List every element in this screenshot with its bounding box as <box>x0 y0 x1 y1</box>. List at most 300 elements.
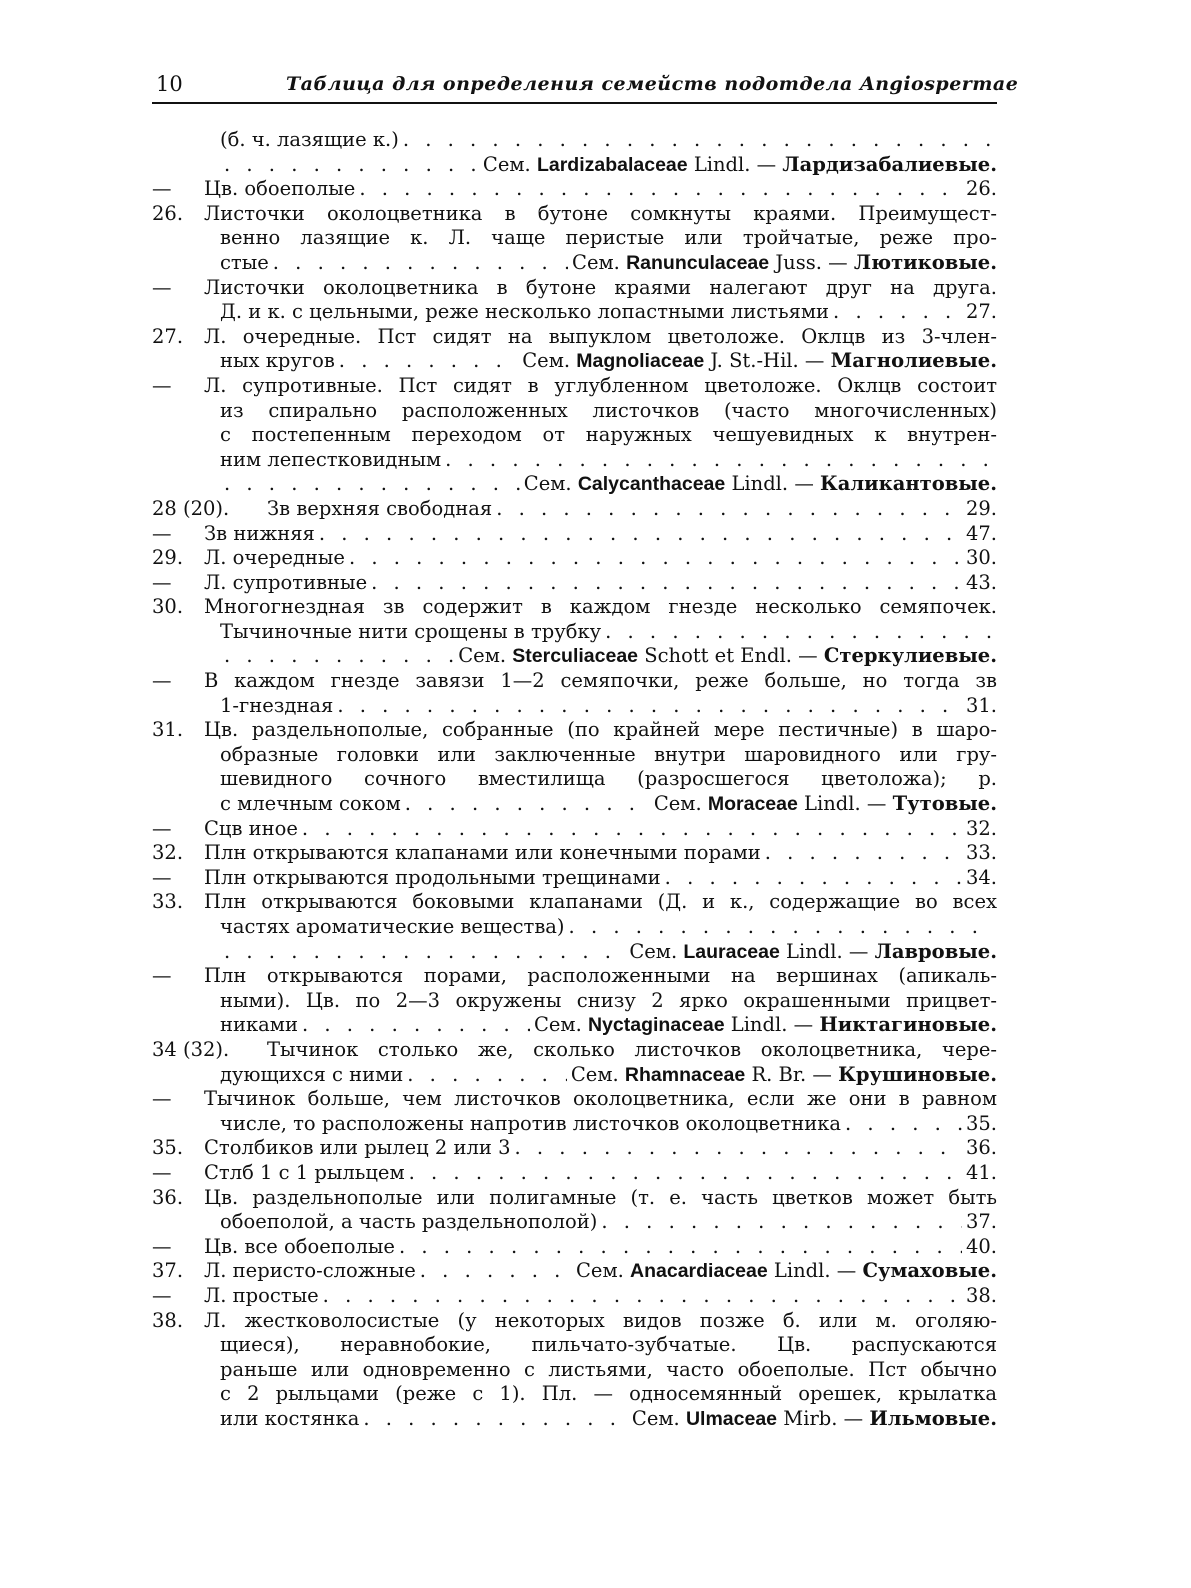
lead-text: Плн открываются клапанами или конечными порами <box>204 841 761 865</box>
line-text <box>267 497 997 522</box>
dot-leader <box>445 448 993 473</box>
dot-leader <box>323 1284 962 1309</box>
line-target <box>458 644 997 669</box>
key-line <box>152 128 997 153</box>
line-text <box>220 620 997 645</box>
family-russian-name: Сумаховые. <box>862 1259 997 1283</box>
couplet-number: — <box>152 816 172 840</box>
family-russian-name: Никтагиновые. <box>819 1013 997 1037</box>
line-text <box>220 128 997 153</box>
key-line <box>152 940 997 965</box>
dot-leader <box>224 940 625 965</box>
line-target <box>966 522 997 547</box>
line-text <box>204 177 997 202</box>
family-authority: Juss. — <box>775 250 848 274</box>
lead-text: Плн открываются боковыми клапанами (Д. и к., содержащие во всех <box>204 890 997 914</box>
key-line <box>152 325 997 350</box>
family-authority: Lindl. — <box>773 1259 857 1283</box>
dot-leader <box>420 1259 572 1284</box>
family-russian-name: Крушиновые. <box>838 1062 997 1086</box>
couplet-number: — <box>152 964 172 988</box>
lead-text: стые <box>220 250 269 274</box>
line-text <box>204 669 997 694</box>
line-target <box>966 571 997 596</box>
key-line <box>152 177 997 202</box>
lead-text: частях ароматические вещества) <box>220 915 565 938</box>
key-line <box>152 915 997 940</box>
page-header <box>152 72 1019 104</box>
key-line <box>152 251 997 276</box>
line-text <box>220 472 997 497</box>
key-line <box>152 571 997 596</box>
lead-text: Л. жестковолосистые (у некоторых видов позже б. или м. оголяю- <box>204 1308 997 1332</box>
lead-text: шевидного сочного вместилища (разросшегося цветоложа); р. <box>220 767 997 791</box>
target-ref: 29. <box>965 496 997 520</box>
family-latin-name: Lardizabalaceae <box>536 153 688 176</box>
line-text <box>204 1161 997 1186</box>
key-line <box>152 1038 997 1063</box>
line-text <box>220 1210 997 1235</box>
lead-text: Л. простые <box>204 1283 319 1307</box>
couplet-number: 30. <box>152 595 184 619</box>
family-latin-name: Calycanthaceae <box>577 473 726 496</box>
family-russian-name: Стеркулиевые. <box>823 644 997 668</box>
line-text <box>220 1407 997 1432</box>
dot-leader <box>224 153 479 178</box>
couplet-number: 35. <box>152 1136 184 1160</box>
lead-text: с 2 рыльцами (реже с 1). Пл. — односемянный орешек, крылатка <box>220 1382 997 1406</box>
key-line <box>152 1309 997 1334</box>
line-target <box>966 1161 997 1186</box>
line-text <box>220 644 997 669</box>
dot-leader <box>403 128 993 153</box>
key-line <box>152 522 997 547</box>
line-target <box>966 1136 997 1161</box>
lead-text: Тычинок столько же, сколько листочков околоцветника, чере- <box>267 1037 997 1061</box>
family-latin-name: Ranunculaceae <box>626 251 770 274</box>
family-russian-name: Лардизабалиевые. <box>782 152 997 176</box>
target-ref: Сем. <box>523 472 572 496</box>
target-ref: 34. <box>965 865 997 889</box>
family-authority: Lindl. — <box>786 939 869 963</box>
family-russian-name: Магнолиевые. <box>830 349 997 373</box>
dot-leader <box>319 522 962 547</box>
line-target <box>966 300 997 325</box>
line-text <box>220 767 997 792</box>
target-ref: Сем. <box>482 152 531 176</box>
dot-leader <box>363 1407 628 1432</box>
dot-leader <box>359 177 962 202</box>
dot-leader <box>665 866 962 891</box>
line-target <box>966 817 997 842</box>
line-text <box>204 595 997 620</box>
line-text <box>204 817 997 842</box>
lead-text: щиеся), неравнобокие, пильчато-зубчатые. Цв. распускаются <box>220 1333 997 1357</box>
lead-text: числе, то расположены напротив листочков околоцветника <box>220 1111 842 1135</box>
couplet-number: — <box>152 669 172 693</box>
couplet-number: 27. <box>152 324 184 348</box>
lead-text: Л. супротивные <box>204 570 368 594</box>
couplet-number: 32. <box>152 841 184 865</box>
key-line <box>152 349 997 374</box>
family-russian-name: Лавровые. <box>874 939 997 963</box>
target-ref: 35. <box>965 1111 997 1135</box>
line-text <box>220 743 997 768</box>
key-line <box>152 153 997 178</box>
lead-text: или костянка <box>220 1406 360 1430</box>
lead-text: Листочки околоцветника в бутоне сомкнуты краями. Преимущест- <box>204 201 997 225</box>
dot-leader <box>405 792 650 817</box>
key-line <box>152 300 997 325</box>
dot-leader <box>349 546 962 571</box>
key-line <box>152 595 997 620</box>
target-ref: 43. <box>965 570 997 594</box>
lead-text: Тычиночные нити срощены в трубку <box>220 619 602 643</box>
lead-text: Столбиков или рылец 2 или 3 <box>204 1136 511 1160</box>
key-line <box>152 374 997 399</box>
line-text <box>204 325 997 350</box>
couplet-number: 34 (32). <box>152 1037 230 1061</box>
key-line <box>152 276 997 301</box>
key-line <box>152 202 997 227</box>
key-line <box>152 743 997 768</box>
target-ref: 32. <box>965 816 997 840</box>
key-line <box>152 1358 997 1383</box>
target-ref: 37. <box>965 1210 997 1234</box>
line-text <box>204 374 997 399</box>
key-line <box>152 226 997 251</box>
line-target <box>966 546 997 571</box>
target-ref: 30. <box>965 546 997 570</box>
lead-text: венно лазящие к. Л. чаще перистые или тройчатые, реже про- <box>220 226 997 250</box>
dot-leader <box>224 472 520 497</box>
lead-text: Л. очередные. Пст сидят на выпуклом цветоложе. Оклцв из 3-член- <box>204 324 997 348</box>
key-line <box>152 1112 997 1137</box>
key-line <box>152 423 997 448</box>
family-latin-name: Magnoliaceae <box>576 350 705 373</box>
key-line <box>152 866 997 891</box>
family-russian-name: Каликантовые. <box>820 472 997 496</box>
key-line <box>152 1235 997 1260</box>
family-latin-name: Nyctaginaceae <box>587 1014 725 1037</box>
line-target <box>966 1112 997 1137</box>
key-line <box>152 1333 997 1358</box>
key-line <box>152 644 997 669</box>
line-text <box>220 226 997 251</box>
dot-leader <box>273 251 568 276</box>
line-text <box>220 349 997 374</box>
line-text <box>220 989 997 1014</box>
key-line <box>152 1407 997 1432</box>
line-target <box>522 349 997 374</box>
dot-leader <box>496 497 962 522</box>
family-latin-name: Moraceae <box>707 793 798 816</box>
line-text <box>204 841 997 866</box>
key-line <box>152 1063 997 1088</box>
family-latin-name: Anacardiaceae <box>630 1260 768 1283</box>
lead-text: Зв нижняя <box>204 521 315 545</box>
family-russian-name: Тутовые. <box>892 792 997 816</box>
lead-text: Плн открываются продольными трещинами <box>204 865 661 889</box>
key-line <box>152 841 997 866</box>
key-line <box>152 1382 997 1407</box>
couplet-number: 29. <box>152 546 184 570</box>
target-ref: Сем. <box>629 939 678 963</box>
couplet-number: — <box>152 1160 172 1184</box>
lead-text: из спирально расположенных листочков (часто многочисленных) <box>220 398 997 422</box>
key-line <box>152 1186 997 1211</box>
family-authority: R. Br. — <box>751 1062 832 1086</box>
line-target <box>966 841 997 866</box>
family-latin-name: Sterculiaceae <box>512 645 639 668</box>
key-line <box>152 1284 997 1309</box>
line-text <box>220 251 997 276</box>
key-line <box>152 1210 997 1235</box>
lead-text: Многогнездная зв содержит в каждом гнезде несколько семяпочек. <box>204 595 997 619</box>
target-ref: 27. <box>965 300 997 324</box>
couplet-number: 36. <box>152 1185 184 1209</box>
key-line <box>152 669 997 694</box>
line-text <box>220 792 997 817</box>
key-line <box>152 1013 997 1038</box>
lead-text: Цв. раздельнополые, собранные (по крайней мере пестичные) в шаро- <box>204 718 997 742</box>
line-target <box>632 1407 997 1432</box>
couplet-number: 31. <box>152 718 184 742</box>
family-authority: Mirb. — <box>783 1406 864 1430</box>
dot-leader <box>765 841 962 866</box>
line-target <box>966 1284 997 1309</box>
family-authority: Lindl. — <box>693 152 777 176</box>
dot-leader <box>339 349 518 374</box>
target-ref: Сем. <box>653 792 702 816</box>
family-authority: Lindl. — <box>731 472 814 496</box>
line-target <box>966 497 997 522</box>
line-target <box>966 1235 997 1260</box>
line-target <box>572 251 997 276</box>
couplet-number: 26. <box>152 201 184 225</box>
target-ref: 38. <box>965 1283 997 1307</box>
dot-leader <box>302 1013 530 1038</box>
key-line <box>152 718 997 743</box>
key-line <box>152 792 997 817</box>
target-ref: 31. <box>965 693 997 717</box>
lead-text: Л. перисто-сложные <box>204 1259 416 1283</box>
lead-text: дующихся с ними <box>220 1062 404 1086</box>
key-line <box>152 890 997 915</box>
line-text <box>220 1013 997 1038</box>
line-text <box>204 571 997 596</box>
couplet-number: — <box>152 521 172 545</box>
key-line <box>152 694 997 719</box>
family-authority: Schott et Endl. — <box>644 644 818 668</box>
target-ref: Сем. <box>570 1062 619 1086</box>
line-text <box>204 202 997 227</box>
line-target <box>629 940 997 965</box>
line-target <box>966 866 997 891</box>
couplet-number: 37. <box>152 1259 184 1283</box>
lead-text: 1-гнездная <box>220 693 334 717</box>
line-text <box>220 694 997 719</box>
line-text <box>204 1136 997 1161</box>
key-line <box>152 1161 997 1186</box>
line-text <box>204 1235 997 1260</box>
lead-text: ним лепестковидным <box>220 447 442 471</box>
dot-leader <box>399 1235 962 1260</box>
couplet-number: — <box>152 1234 172 1258</box>
key-line <box>152 767 997 792</box>
running-title: Таблица для определения семейств подотдела Angiospermae <box>286 73 1019 95</box>
lead-text: Д. и к. с цельными, реже несколько лопастными листьями <box>220 300 830 324</box>
lead-text: Стлб 1 с 1 рыльцем <box>204 1160 405 1184</box>
family-authority: Lindl. — <box>730 1013 814 1037</box>
couplet-number: — <box>152 177 172 201</box>
lead-text: Л. очередные <box>204 546 345 570</box>
line-text <box>220 399 997 424</box>
line-text <box>204 1186 997 1211</box>
key-line <box>152 1136 997 1161</box>
couplet-number: — <box>152 1087 172 1111</box>
line-text <box>220 153 997 178</box>
line-text <box>204 866 997 891</box>
target-ref: 47. <box>965 521 997 545</box>
line-text <box>220 423 997 448</box>
dot-leader <box>601 1210 962 1235</box>
family-russian-name: Лютиковые. <box>853 250 997 274</box>
key-line <box>152 620 997 645</box>
lead-text: Листочки околоцветника в бутоне краями налегают друг на друга. <box>204 275 997 299</box>
key-line <box>152 1259 997 1284</box>
dot-leader <box>371 571 962 596</box>
page-number: 10 <box>156 72 183 96</box>
key-line <box>152 497 997 522</box>
family-latin-name: Rhamnaceae <box>624 1063 746 1086</box>
dot-leader <box>224 644 454 669</box>
family-latin-name: Lauraceae <box>683 940 780 963</box>
dot-leader <box>845 1112 962 1137</box>
target-ref: Сем. <box>572 250 620 274</box>
couplet-number: — <box>152 865 172 889</box>
line-text <box>204 890 997 915</box>
line-text <box>204 522 997 547</box>
line-text <box>204 546 997 571</box>
line-text <box>204 1259 997 1284</box>
line-text <box>204 718 997 743</box>
line-target <box>524 472 997 497</box>
dot-leader <box>833 300 962 325</box>
key-line <box>152 399 997 424</box>
lead-text: образные головки или заключенные внутри шаровидного или гру- <box>220 742 997 766</box>
target-ref: Сем. <box>458 644 507 668</box>
couplet-number: 38. <box>152 1308 184 1332</box>
key-line <box>152 1087 997 1112</box>
line-text <box>220 1382 997 1407</box>
target-ref: 26. <box>965 177 997 201</box>
couplet-number: — <box>152 275 172 299</box>
dot-leader <box>569 915 993 940</box>
dot-leader <box>515 1136 962 1161</box>
line-target <box>966 177 997 202</box>
target-ref: 33. <box>965 841 997 865</box>
line-text <box>220 940 997 965</box>
lead-text: Цв. все обоеполые <box>204 1234 395 1258</box>
couplet-number: 28 (20). <box>152 496 230 520</box>
line-text <box>220 1112 997 1137</box>
family-latin-name: Ulmaceae <box>685 1407 778 1430</box>
line-target <box>483 153 997 178</box>
couplet-number: — <box>152 373 172 397</box>
dot-leader <box>605 620 993 645</box>
lead-text: Л. супротивные. Пст сидят в углубленном цветоложе. Оклцв состоит <box>204 373 997 397</box>
family-authority: Lindl. — <box>804 792 887 816</box>
lead-text: Цв. обоеполые <box>204 177 356 201</box>
line-target <box>571 1063 997 1088</box>
key-line <box>152 472 997 497</box>
line-text <box>204 964 997 989</box>
target-ref: Сем. <box>522 349 571 373</box>
key-line <box>152 448 997 473</box>
couplet-number: — <box>152 1283 172 1307</box>
lead-text: раньше или одновременно с листьями, часто обоеполые. Пст обычно <box>220 1357 997 1381</box>
dot-leader <box>407 1063 567 1088</box>
dot-leader <box>337 694 962 719</box>
line-target <box>966 694 997 719</box>
target-ref: Сем. <box>631 1406 680 1430</box>
line-text <box>220 915 997 940</box>
lead-text: Тычинок больше, чем листочков околоцветника, если же они в равном <box>204 1087 997 1111</box>
line-text <box>204 276 997 301</box>
line-text <box>204 1087 997 1112</box>
lead-text: ных кругов <box>220 349 335 373</box>
line-target <box>534 1013 997 1038</box>
family-authority: J. St.-Hil. — <box>710 349 825 373</box>
line-text <box>204 1284 997 1309</box>
line-text <box>220 1063 997 1088</box>
line-text <box>267 1038 997 1063</box>
key-line <box>152 546 997 571</box>
lead-text: с млечным соком <box>220 792 401 816</box>
line-text <box>204 1309 997 1334</box>
key-table <box>152 128 997 1431</box>
lead-text: обоеполой, а часть раздельнополой) <box>220 1210 598 1234</box>
lead-text: Зв верхняя свободная <box>267 496 493 520</box>
line-text <box>220 300 997 325</box>
family-russian-name: Ильмовые. <box>869 1406 997 1430</box>
lead-text: ными). Цв. по 2—3 окружены снизу 2 ярко окрашенными прицвет- <box>220 988 997 1012</box>
lead-text: (б. ч. лазящие к.) <box>220 128 399 151</box>
target-ref: Сем. <box>576 1259 624 1283</box>
key-line <box>152 964 997 989</box>
lead-text: Цв. раздельнополые или полигамные (т. е. часть цветков может быть <box>204 1185 997 1209</box>
target-ref: 36. <box>965 1136 997 1160</box>
line-target <box>576 1259 997 1284</box>
lead-text: с постепенным переходом от наружных чешуевидных к внутрен- <box>220 423 997 447</box>
couplet-number: 33. <box>152 890 184 914</box>
lead-text: Сцв иное <box>204 816 298 840</box>
line-target <box>654 792 997 817</box>
target-ref: Сем. <box>533 1013 582 1037</box>
target-ref: 40. <box>965 1234 997 1258</box>
line-text <box>220 448 997 473</box>
dot-leader <box>409 1161 962 1186</box>
lead-text: никами <box>220 1013 298 1037</box>
lead-text: В каждом гнезде завязи 1—2 семяпочки, реже больше, но тогда зв <box>204 669 997 693</box>
key-line <box>152 817 997 842</box>
line-text <box>220 1333 997 1358</box>
line-target <box>966 1210 997 1235</box>
lead-text: Плн открываются порами, расположенными на вершинах (апикаль- <box>204 964 997 988</box>
target-ref: 41. <box>965 1160 997 1184</box>
couplet-number: — <box>152 570 172 594</box>
